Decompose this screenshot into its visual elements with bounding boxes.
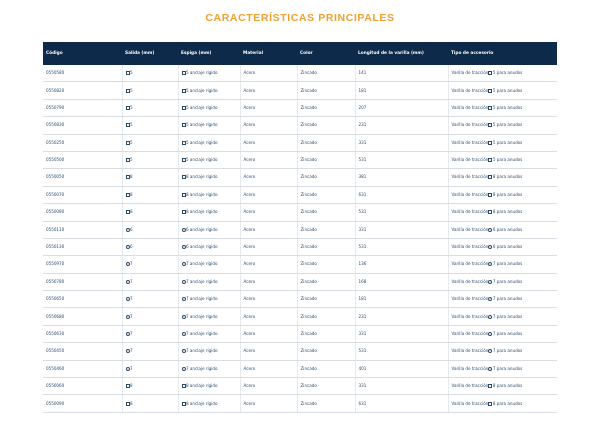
cell-color: Zincado	[297, 238, 355, 255]
cell-accessory-type: Varilla de tracción 5 para anudos	[448, 134, 557, 151]
cell-rod-length: 331	[355, 134, 448, 151]
table-row	[43, 395, 557, 412]
round-drive-icon	[126, 297, 130, 301]
cell-code: 0550090	[43, 395, 122, 412]
cell-material: Acero	[240, 151, 297, 168]
table-row	[43, 325, 557, 342]
cell-material: Acero	[240, 291, 297, 308]
cell-accessory-type: Varilla de tracción 8 para anudos	[448, 204, 557, 221]
cell-material: Acero	[240, 360, 297, 377]
cell-rod-length: 181	[355, 82, 448, 99]
square-drive-icon	[182, 158, 186, 162]
square-drive-icon	[126, 402, 130, 406]
cell-output: 7	[122, 343, 178, 360]
cell-output: 8	[122, 169, 178, 186]
square-drive-icon	[182, 89, 186, 93]
cell-material: Acero	[240, 169, 297, 186]
cell-code: 0550970	[43, 256, 122, 273]
cell-code: 0550250	[43, 134, 122, 151]
cell-shank: 5 anclaje rígido	[178, 99, 240, 116]
table-row	[43, 82, 557, 99]
round-drive-icon	[488, 367, 492, 371]
cell-color: Zincado	[297, 204, 355, 221]
cell-shank: 8 anclaje rígido	[178, 395, 240, 412]
cell-shank: 5 anclaje rígido	[178, 65, 240, 82]
cell-material: Acero	[240, 395, 297, 412]
cell-material: Acero	[240, 343, 297, 360]
cell-rod-length: 531	[355, 343, 448, 360]
square-drive-icon	[488, 123, 492, 127]
square-drive-icon	[488, 89, 492, 93]
square-drive-icon	[126, 141, 130, 145]
cell-output: 8	[122, 378, 178, 395]
cell-material: Acero	[240, 82, 297, 99]
cell-output: 7	[122, 325, 178, 342]
cell-color: Zincado	[297, 186, 355, 203]
cell-output: 7	[122, 308, 178, 325]
cell-accessory-type: Varilla de tracción 5 para anudos	[448, 99, 557, 116]
table-row	[43, 273, 557, 290]
cell-shank: 8 anclaje rígido	[178, 169, 240, 186]
cell-rod-length: 401	[355, 360, 448, 377]
table-row	[43, 99, 557, 116]
cell-rod-length: 141	[355, 65, 448, 82]
round-drive-icon	[488, 297, 492, 301]
round-drive-icon	[126, 228, 130, 232]
round-drive-icon	[488, 280, 492, 284]
round-drive-icon	[182, 349, 186, 353]
round-drive-icon	[488, 349, 492, 353]
cell-accessory-type: Varilla de tracción 5 para anudos	[448, 65, 557, 82]
cell-rod-length: 631	[355, 395, 448, 412]
round-drive-icon	[126, 262, 130, 266]
cell-color: Zincado	[297, 65, 355, 82]
cell-code: 0550780	[43, 273, 122, 290]
square-drive-icon	[182, 210, 186, 214]
cell-color: Zincado	[297, 169, 355, 186]
square-drive-icon	[488, 158, 492, 162]
cell-shank: 7 anclaje rígido	[178, 273, 240, 290]
cell-rod-length: 231	[355, 308, 448, 325]
cell-code: 0550830	[43, 117, 122, 134]
cell-material: Acero	[240, 186, 297, 203]
cell-accessory-type: Varilla de tracción 5 para anudos	[448, 151, 557, 168]
cell-material: Acero	[240, 308, 297, 325]
cell-output: 5	[122, 117, 178, 134]
round-drive-icon	[182, 245, 186, 249]
cell-code: 0550070	[43, 186, 122, 203]
cell-shank: 8 anclaje rígido	[178, 204, 240, 221]
cell-code: 0550060	[43, 378, 122, 395]
square-drive-icon	[126, 71, 130, 75]
round-drive-icon	[126, 245, 130, 249]
square-drive-icon	[126, 89, 130, 93]
table-row	[43, 169, 557, 186]
table-row	[43, 238, 557, 255]
square-drive-icon	[182, 402, 186, 406]
square-drive-icon	[488, 175, 492, 179]
column-header-color: Color	[297, 42, 355, 65]
square-drive-icon	[182, 106, 186, 110]
square-drive-icon	[488, 141, 492, 145]
round-drive-icon	[488, 245, 492, 249]
cell-accessory-type: Varilla de tracción 6 para anudos	[448, 221, 557, 238]
cell-output: 5	[122, 65, 178, 82]
column-header-shank: Espiga (mm)	[178, 42, 240, 65]
table-row	[43, 378, 557, 395]
cell-shank: 5 anclaje rígido	[178, 134, 240, 151]
table-row	[43, 256, 557, 273]
cell-accessory-type: Varilla de tracción 7 para anudos	[448, 291, 557, 308]
round-drive-icon	[488, 228, 492, 232]
cell-accessory-type: Varilla de tracción 8 para anudos	[448, 395, 557, 412]
cell-color: Zincado	[297, 343, 355, 360]
cell-shank: 5 anclaje rígido	[178, 82, 240, 99]
table-row	[43, 291, 557, 308]
cell-rod-length: 531	[355, 151, 448, 168]
cell-material: Acero	[240, 204, 297, 221]
round-drive-icon	[488, 262, 492, 266]
cell-color: Zincado	[297, 308, 355, 325]
cell-code: 0550450	[43, 343, 122, 360]
cell-shank: 6 anclaje rígido	[178, 221, 240, 238]
cell-rod-length: 207	[355, 99, 448, 116]
cell-code: 0550110	[43, 221, 122, 238]
cell-material: Acero	[240, 117, 297, 134]
cell-output: 8	[122, 204, 178, 221]
round-drive-icon	[182, 297, 186, 301]
square-drive-icon	[488, 402, 492, 406]
column-header-rod-length: Longitud de la varilla (mm)	[355, 42, 448, 65]
cell-color: Zincado	[297, 291, 355, 308]
cell-shank: 7 anclaje rígido	[178, 308, 240, 325]
cell-accessory-type: Varilla de tracción 8 para anudos	[448, 186, 557, 203]
cell-material: Acero	[240, 256, 297, 273]
cell-accessory-type: Varilla de tracción 8 para anudos	[448, 169, 557, 186]
cell-material: Acero	[240, 273, 297, 290]
cell-output: 5	[122, 99, 178, 116]
square-drive-icon	[126, 210, 130, 214]
cell-accessory-type: Varilla de tracción 5 para anudos	[448, 82, 557, 99]
cell-output: 7	[122, 291, 178, 308]
table-row	[43, 117, 557, 134]
square-drive-icon	[182, 384, 186, 388]
page-title: CARACTERÍSTICAS PRINCIPALES	[205, 12, 395, 24]
table-row	[43, 134, 557, 151]
round-drive-icon	[126, 280, 130, 284]
cell-shank: 5 anclaje rígido	[178, 117, 240, 134]
cell-code: 0550580	[43, 65, 122, 82]
cell-color: Zincado	[297, 378, 355, 395]
square-drive-icon	[182, 71, 186, 75]
cell-code: 0550630	[43, 325, 122, 342]
square-drive-icon	[126, 158, 130, 162]
square-drive-icon	[126, 175, 130, 179]
cell-output: 5	[122, 82, 178, 99]
cell-accessory-type: Varilla de tracción 7 para anudos	[448, 256, 557, 273]
table-body	[43, 65, 557, 412]
cell-output: 5	[122, 134, 178, 151]
table-row	[43, 204, 557, 221]
cell-code: 0550460	[43, 360, 122, 377]
square-drive-icon	[126, 193, 130, 197]
cell-color: Zincado	[297, 360, 355, 377]
column-header-code: Código	[43, 42, 122, 65]
cell-shank: 7 anclaje rígido	[178, 360, 240, 377]
cell-material: Acero	[240, 134, 297, 151]
cell-rod-length: 531	[355, 238, 448, 255]
cell-color: Zincado	[297, 151, 355, 168]
cell-output: 5	[122, 151, 178, 168]
column-header-material: Material	[240, 42, 297, 65]
square-drive-icon	[126, 123, 130, 127]
cell-color: Zincado	[297, 395, 355, 412]
cell-rod-length: 168	[355, 273, 448, 290]
round-drive-icon	[488, 315, 492, 319]
cell-material: Acero	[240, 221, 297, 238]
square-drive-icon	[488, 210, 492, 214]
cell-color: Zincado	[297, 99, 355, 116]
specs-table	[43, 42, 557, 413]
cell-material: Acero	[240, 378, 297, 395]
cell-material: Acero	[240, 65, 297, 82]
cell-code: 0550650	[43, 291, 122, 308]
cell-material: Acero	[240, 325, 297, 342]
cell-color: Zincado	[297, 82, 355, 99]
cell-accessory-type: Varilla de tracción 7 para anudos	[448, 308, 557, 325]
round-drive-icon	[126, 315, 130, 319]
square-drive-icon	[182, 123, 186, 127]
table-row	[43, 343, 557, 360]
square-drive-icon	[182, 193, 186, 197]
round-drive-icon	[182, 280, 186, 284]
cell-material: Acero	[240, 99, 297, 116]
cell-color: Zincado	[297, 273, 355, 290]
cell-shank: 8 anclaje rígido	[178, 378, 240, 395]
cell-shank: 7 anclaje rígido	[178, 291, 240, 308]
cell-rod-length: 531	[355, 204, 448, 221]
cell-color: Zincado	[297, 221, 355, 238]
table-row	[43, 186, 557, 203]
table-header-row	[43, 42, 557, 65]
column-header-accessory-type: Tipo de accesorio	[448, 42, 557, 65]
cell-shank: 7 anclaje rígido	[178, 325, 240, 342]
cell-rod-length: 381	[355, 169, 448, 186]
cell-shank: 8 anclaje rígido	[178, 186, 240, 203]
cell-code: 0550080	[43, 204, 122, 221]
square-drive-icon	[488, 106, 492, 110]
cell-code: 0550500	[43, 151, 122, 168]
cell-accessory-type: Varilla de tracción 7 para anudos	[448, 343, 557, 360]
cell-output: 7	[122, 273, 178, 290]
round-drive-icon	[126, 332, 130, 336]
cell-shank: 6 anclaje rígido	[178, 238, 240, 255]
square-drive-icon	[126, 384, 130, 388]
cell-shank: 5 anclaje rígido	[178, 151, 240, 168]
cell-accessory-type: Varilla de tracción 7 para anudos	[448, 325, 557, 342]
square-drive-icon	[488, 71, 492, 75]
cell-code: 0550790	[43, 99, 122, 116]
cell-shank: 7 anclaje rígido	[178, 256, 240, 273]
cell-color: Zincado	[297, 256, 355, 273]
cell-output: 6	[122, 238, 178, 255]
cell-color: Zincado	[297, 134, 355, 151]
cell-accessory-type: Varilla de tracción 5 para anudos	[448, 117, 557, 134]
square-drive-icon	[126, 106, 130, 110]
cell-material: Acero	[240, 238, 297, 255]
round-drive-icon	[126, 349, 130, 353]
round-drive-icon	[182, 228, 186, 232]
cell-color: Zincado	[297, 325, 355, 342]
cell-accessory-type: Varilla de tracción 6 para anudos	[448, 238, 557, 255]
table-row	[43, 65, 557, 82]
cell-rod-length: 631	[355, 186, 448, 203]
cell-code: 0550130	[43, 238, 122, 255]
table-row	[43, 360, 557, 377]
cell-code: 0550820	[43, 82, 122, 99]
cell-output: 8	[122, 395, 178, 412]
cell-output: 6	[122, 221, 178, 238]
cell-rod-length: 136	[355, 256, 448, 273]
cell-code: 0550680	[43, 308, 122, 325]
round-drive-icon	[182, 315, 186, 319]
cell-code: 0550050	[43, 169, 122, 186]
round-drive-icon	[182, 262, 186, 266]
cell-accessory-type: Varilla de tracción 7 para anudos	[448, 273, 557, 290]
table-row	[43, 308, 557, 325]
column-header-output: Salida (mm)	[122, 42, 178, 65]
round-drive-icon	[488, 332, 492, 336]
cell-rod-length: 331	[355, 325, 448, 342]
cell-rod-length: 331	[355, 221, 448, 238]
round-drive-icon	[182, 332, 186, 336]
table-row	[43, 221, 557, 238]
cell-accessory-type: Varilla de tracción 7 para anudos	[448, 360, 557, 377]
cell-rod-length: 181	[355, 291, 448, 308]
round-drive-icon	[182, 367, 186, 371]
cell-shank: 7 anclaje rígido	[178, 343, 240, 360]
square-drive-icon	[488, 193, 492, 197]
table-row	[43, 151, 557, 168]
square-drive-icon	[182, 141, 186, 145]
square-drive-icon	[488, 384, 492, 388]
cell-output: 7	[122, 360, 178, 377]
cell-rod-length: 331	[355, 378, 448, 395]
cell-output: 7	[122, 256, 178, 273]
cell-output: 8	[122, 186, 178, 203]
cell-accessory-type: Varilla de tracción 8 para anudos	[448, 378, 557, 395]
cell-rod-length: 231	[355, 117, 448, 134]
square-drive-icon	[182, 175, 186, 179]
cell-color: Zincado	[297, 117, 355, 134]
round-drive-icon	[126, 367, 130, 371]
